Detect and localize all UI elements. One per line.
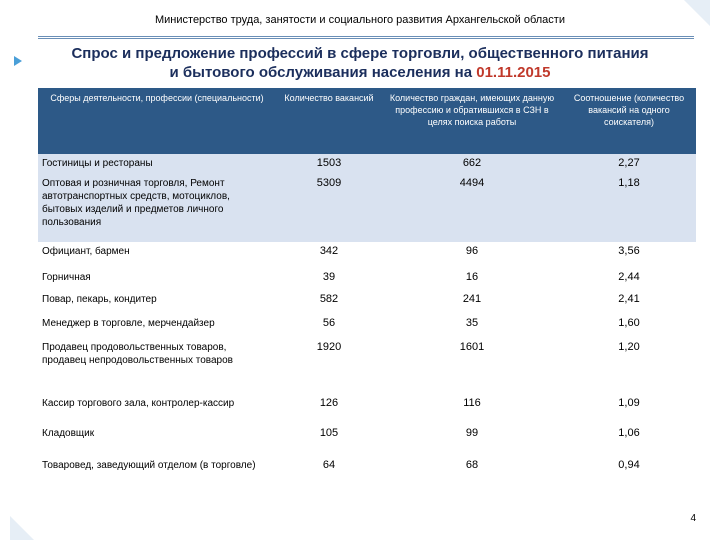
column-header-vacancies: Количество вакансий <box>276 88 382 154</box>
row-ratio-cell: 2,41 <box>618 293 640 305</box>
table-row <box>38 290 696 314</box>
row-ratio-cell: 1,18 <box>562 174 696 242</box>
row-ratio-cell: 2,44 <box>618 271 640 283</box>
row-name-cell: Кассир торгового зала, контролер-кассир <box>42 398 235 409</box>
row-ratio-cell: 1,60 <box>618 317 640 329</box>
row-vacancies-cell: 105 <box>319 427 339 439</box>
column-header-seekers: Количество граждан, имеющих данную профессию и обратившихся в СЗН в целях поиска работы <box>382 88 562 154</box>
row-seekers-cell: 662 <box>382 154 562 174</box>
row-vacancies-cell: 1920 <box>316 341 342 353</box>
row-vacancies-cell: 342 <box>319 245 339 257</box>
row-ratio-cell: 3,56 <box>618 245 640 257</box>
row-seekers-cell: 4494 <box>382 174 562 242</box>
table-header-row <box>38 88 696 154</box>
table-row <box>38 394 696 424</box>
row-seekers-cell: 241 <box>462 293 482 305</box>
title-line-2: и бытового обслуживания населения на <box>169 64 477 81</box>
table-row <box>38 314 696 338</box>
row-name-cell: Официант, бармен <box>42 246 130 257</box>
row-vacancies-cell: 1503 <box>276 154 382 174</box>
row-vacancies-cell: 5309 <box>276 174 382 242</box>
header-divider <box>38 38 694 39</box>
professions-table <box>38 88 696 490</box>
row-name-cell: Продавец продовольственных товаров, продавец непродовольственных товаров <box>42 342 233 366</box>
row-seekers-cell: 96 <box>465 245 479 257</box>
column-header-sphere: Сферы деятельности, профессии (специальности) <box>38 88 276 154</box>
row-seekers-cell: 35 <box>465 317 479 329</box>
table-row <box>38 174 696 242</box>
row-ratio-cell: 1,09 <box>618 397 640 409</box>
table-row <box>38 268 696 290</box>
row-name-cell: Оптовая и розничная торговля, Ремонт автотранспортных средств, мотоциклов, бытовых изделий и предметов личного пользования <box>38 174 276 242</box>
corner-decoration-bottom <box>10 516 34 540</box>
row-ratio-cell: 1,06 <box>618 427 640 439</box>
row-vacancies-cell: 126 <box>319 397 339 409</box>
triangle-bullet-icon <box>14 56 22 66</box>
ministry-name: Министерство труда, занятости и социального развития Архангельской области <box>155 14 565 26</box>
table-row <box>38 154 696 174</box>
row-seekers-cell: 99 <box>465 427 479 439</box>
row-vacancies-cell: 64 <box>322 459 336 471</box>
row-name-cell: Менеджер в торговле, мерчендайзер <box>42 318 215 329</box>
row-ratio-cell: 1,20 <box>618 341 640 353</box>
page-title <box>40 44 680 82</box>
table-row <box>38 424 696 456</box>
header-divider <box>38 36 694 37</box>
row-seekers-cell: 1601 <box>459 341 485 353</box>
table-row <box>38 456 696 490</box>
row-vacancies-cell: 39 <box>322 271 336 283</box>
row-ratio-cell: 0,94 <box>618 459 640 471</box>
title-date: 01.11.2015 <box>476 64 551 81</box>
row-seekers-cell: 116 <box>463 397 481 409</box>
row-name-cell: Горничная <box>42 272 91 283</box>
row-ratio-cell: 2,27 <box>562 154 696 174</box>
row-name-cell: Повар, пекарь, кондитер <box>42 294 157 305</box>
row-vacancies-cell: 582 <box>319 293 339 305</box>
row-seekers-cell: 68 <box>465 459 479 471</box>
table-row <box>38 242 696 268</box>
row-name-cell: Товаровед, заведующий отделом (в торговле) <box>42 460 256 471</box>
column-header-ratio: Соотношение (количество вакансий на одного соискателя) <box>562 88 696 154</box>
title-line-1: Спрос и предложение профессий в сфере торговли, общественного питания <box>71 45 649 62</box>
row-seekers-cell: 16 <box>465 271 479 283</box>
row-name-cell: Кладовщик <box>42 428 95 439</box>
row-vacancies-cell: 56 <box>322 317 336 329</box>
row-name-cell: Гостиницы и рестораны <box>38 154 276 174</box>
table-row <box>38 338 696 394</box>
page-number: 4 <box>690 513 696 524</box>
